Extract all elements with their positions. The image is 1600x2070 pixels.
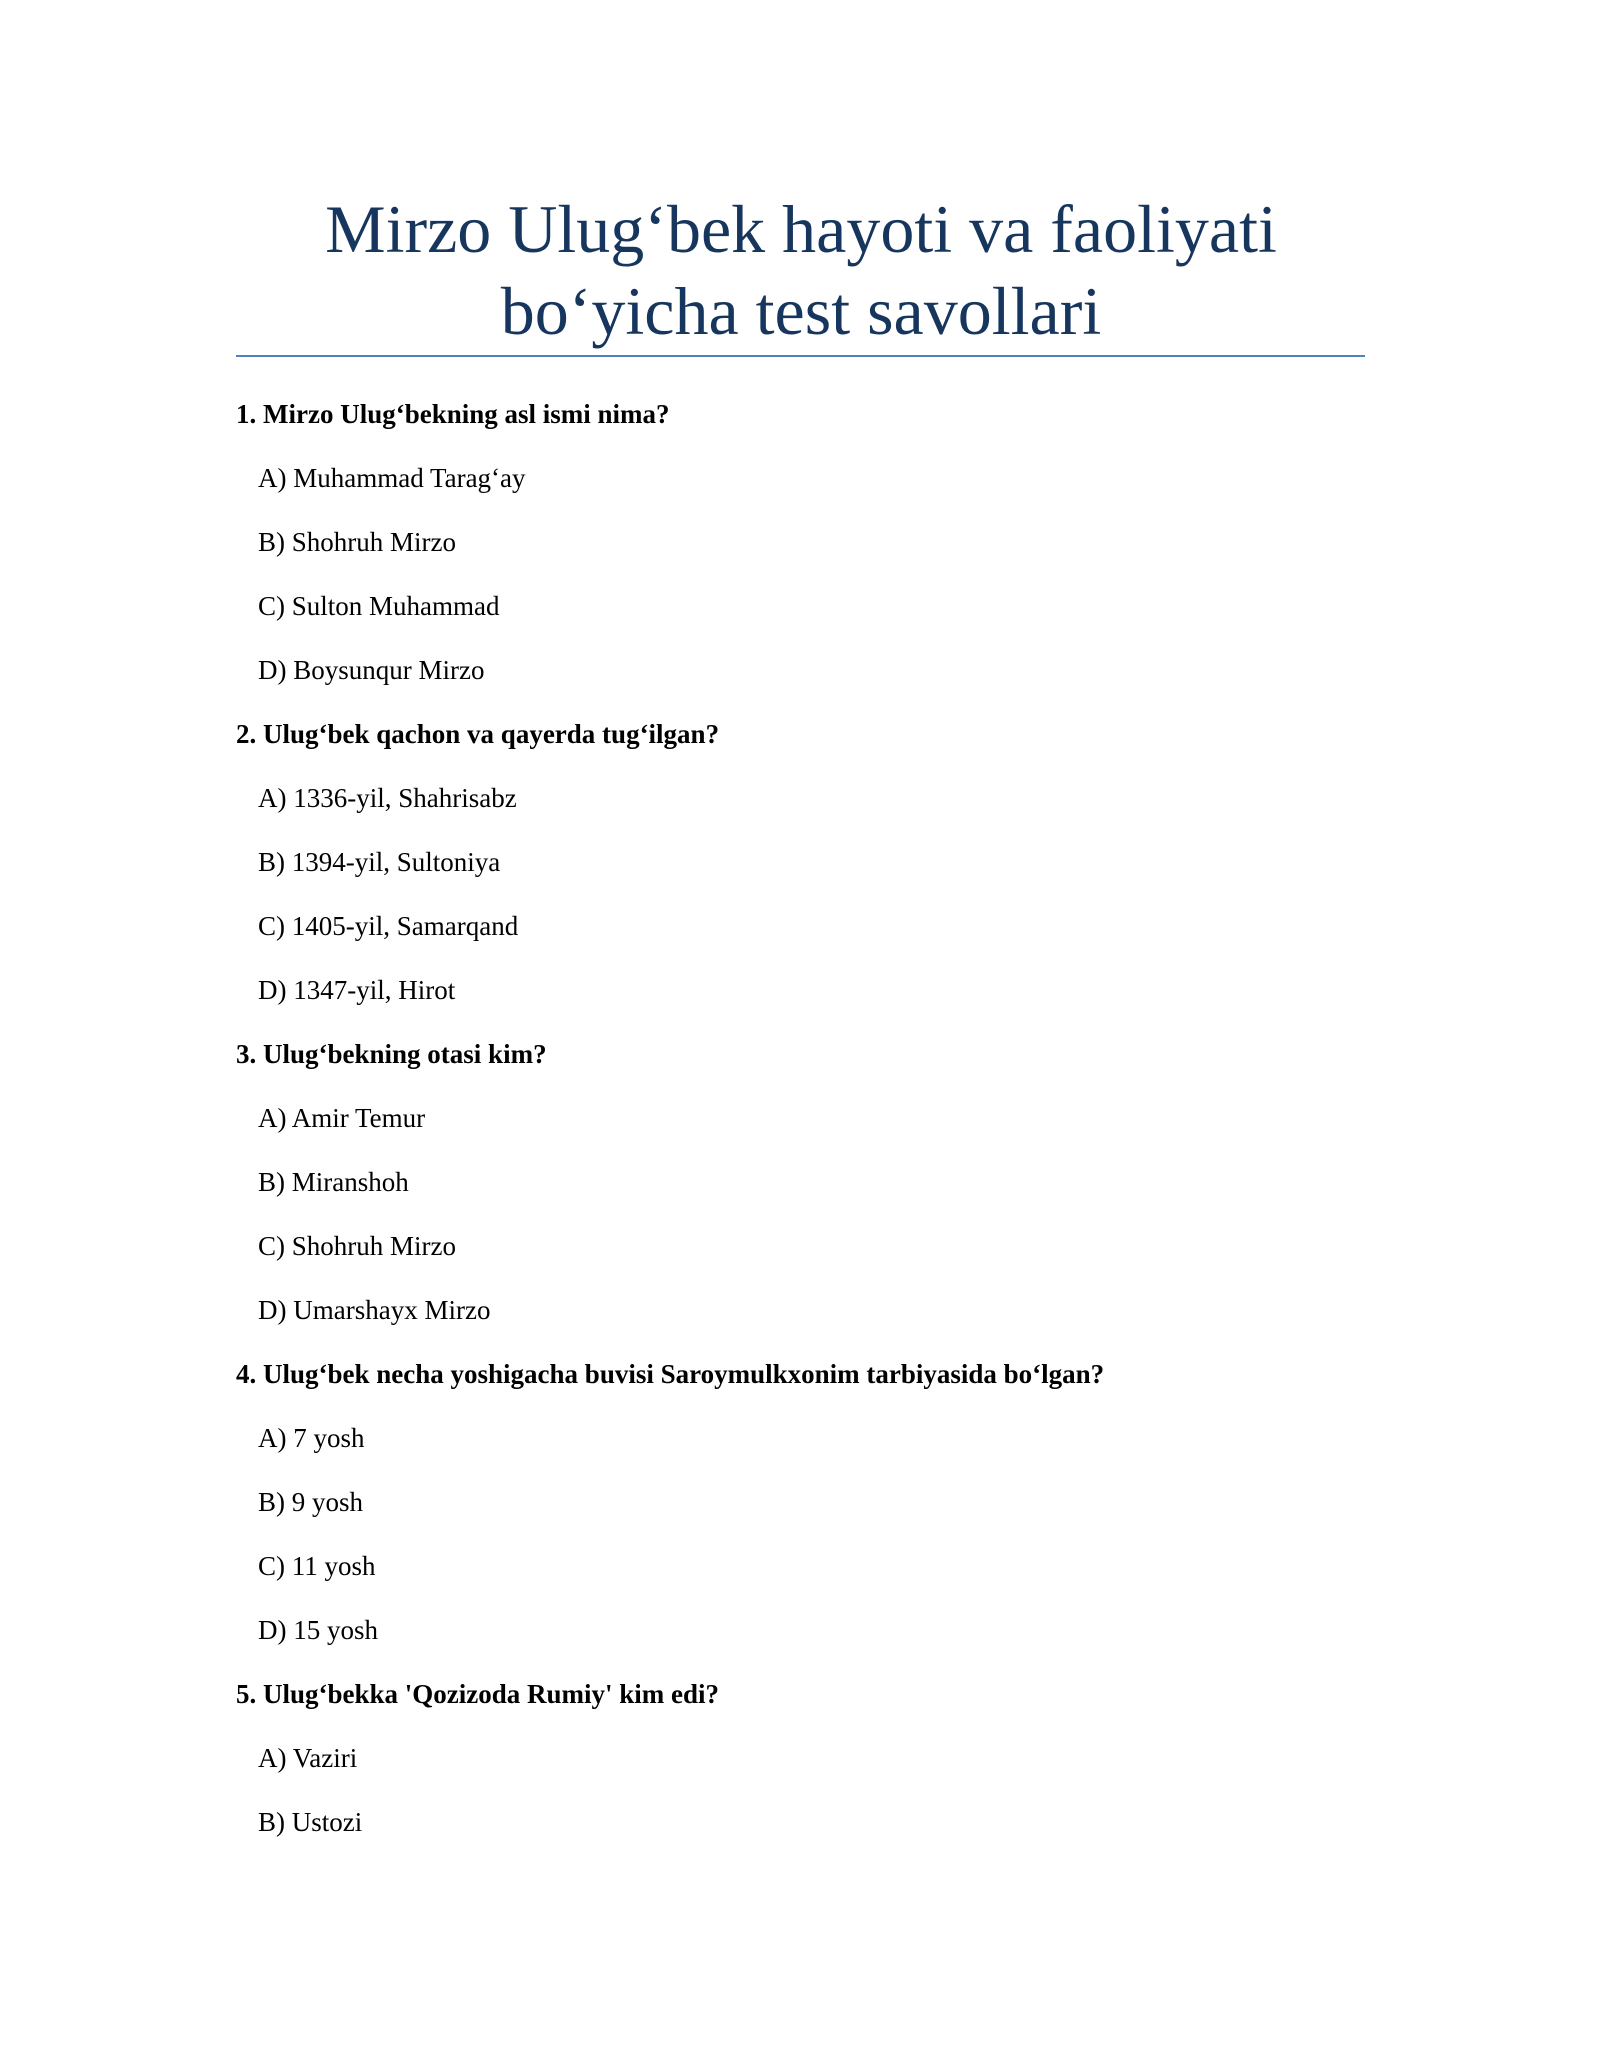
question-4 [236,1354,1365,1650]
question-3 [236,1034,1365,1330]
answer-option: B) Shohruh Mirzo [258,527,456,557]
question-2 [236,714,1365,1010]
answer-option: C) 1405-yil, Samarqand [258,911,519,941]
answer-option: B) 1394-yil, Sultoniya [258,847,501,877]
question-list [236,394,1365,1866]
document-title [237,188,1365,352]
question-1 [236,394,1365,690]
answer-option: A) Vaziri [258,1743,358,1773]
answer-option: B) Ustozi [258,1807,363,1837]
answer-option: A) Amir Temur [258,1103,426,1133]
answer-option: A) 1336-yil, Shahrisabz [258,783,517,813]
answer-option: B) 9 yosh [258,1487,364,1517]
answer-option: C) Shohruh Mirzo [258,1231,456,1261]
title-line-1: Mirzo Ulug‘bek hayoti va faoliyati [325,191,1277,267]
question-text: 1. Mirzo Ulug‘bekning asl ismi nima? [236,399,670,429]
answer-option: D) Boysunqur Mirzo [258,655,485,685]
question-5 [236,1674,1365,1842]
answer-option: D) Umarshayx Mirzo [258,1295,491,1325]
question-text: 3. Ulug‘bekning otasi kim? [236,1039,547,1069]
answer-option: D) 15 yosh [258,1615,378,1645]
answer-option: A) 7 yosh [258,1423,365,1453]
answer-option: D) 1347-yil, Hirot [258,975,456,1005]
title-divider [236,355,1365,357]
answer-option: A) Muhammad Tarag‘ay [258,463,526,493]
question-text: 4. Ulug‘bek necha yoshigacha buvisi Saroymulkxonim tarbiyasida bo‘lgan? [236,1359,1105,1389]
title-line-2: bo‘yicha test savollari [500,273,1102,349]
answer-option: B) Miranshoh [258,1167,409,1197]
answer-option: C) 11 yosh [258,1551,376,1581]
question-text: 2. Ulug‘bek qachon va qayerda tug‘ilgan? [236,719,720,749]
question-text: 5. Ulug‘bekka 'Qozizoda Rumiy' kim edi? [236,1679,720,1709]
answer-option: C) Sulton Muhammad [258,591,500,621]
